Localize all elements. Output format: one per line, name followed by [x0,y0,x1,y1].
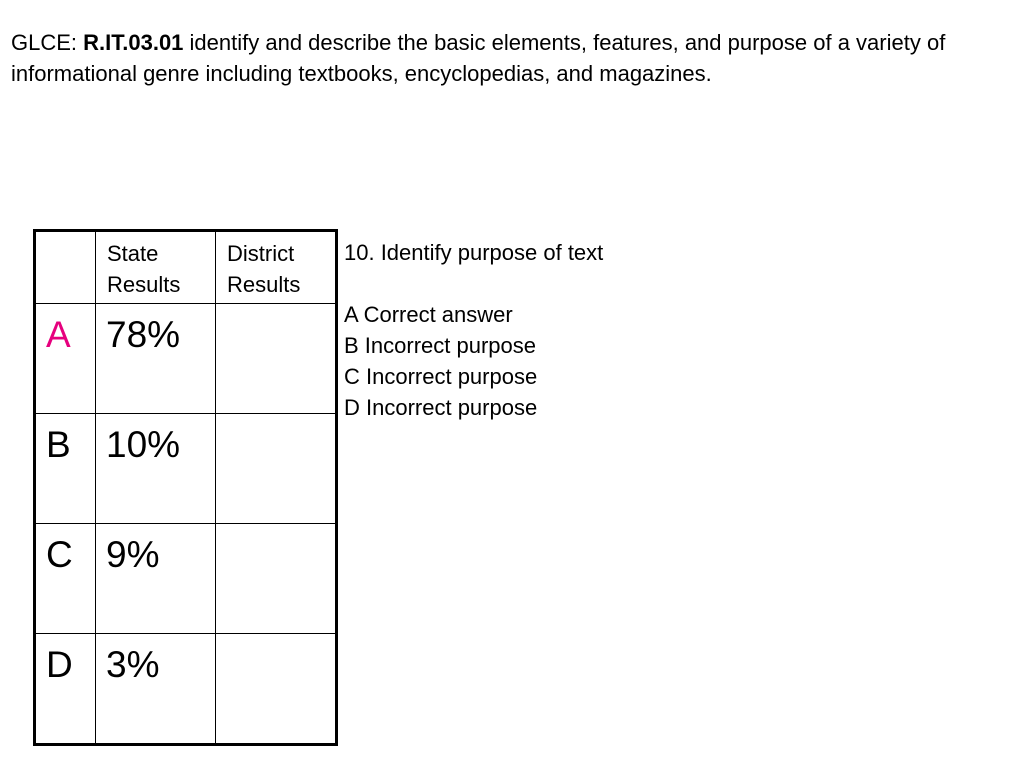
answer-option: C Incorrect purpose [344,364,538,389]
header-cell-district [216,231,337,304]
answer-letter: A [46,314,71,355]
state-result: 3% [106,644,160,685]
table-header-row [35,231,337,304]
district-result-cell [216,634,337,745]
state-results-header: State Results [107,241,181,297]
answer-letter: C [46,534,73,575]
district-results-header: District Results [227,241,301,297]
answer-letter-cell [35,414,96,524]
state-result: 9% [106,534,160,575]
results-table [33,229,338,746]
district-result-cell [216,304,337,414]
table-row [35,634,337,745]
standard-text: identify and describe the basic elements, features, and purpose of a variety of informational genre including textbooks, encyclopedias, and magazines. [11,30,946,86]
standard-code: R.IT.03.01 [83,30,184,55]
state-result: 78% [106,314,181,355]
state-result: 10% [106,424,181,465]
state-result-cell [96,634,216,745]
district-result-cell [216,414,337,524]
answer-letter-cell [35,304,96,414]
question-block [344,237,744,423]
state-result-cell [96,414,216,524]
standard-description [11,27,1011,89]
district-result-cell [216,524,337,634]
answer-letter-cell [35,634,96,745]
district-result [216,524,335,534]
header-cell-state [96,231,216,304]
district-result [216,634,335,644]
table-row [35,524,337,634]
district-result [216,304,335,314]
answer-letter: B [46,424,71,465]
question-title: 10. Identify purpose of text [344,240,604,265]
glce-label: GLCE: [11,30,84,55]
state-result-cell [96,524,216,634]
district-result [216,414,335,424]
state-result-cell [96,304,216,414]
table-row [35,414,337,524]
answer-letter: D [46,644,73,685]
answer-letter-cell [35,524,96,634]
answer-option: A Correct answer [344,302,513,327]
answer-option: B Incorrect purpose [344,333,536,358]
table-row [35,304,337,414]
answer-option: D Incorrect purpose [344,395,538,420]
header-cell-blank [35,231,96,304]
